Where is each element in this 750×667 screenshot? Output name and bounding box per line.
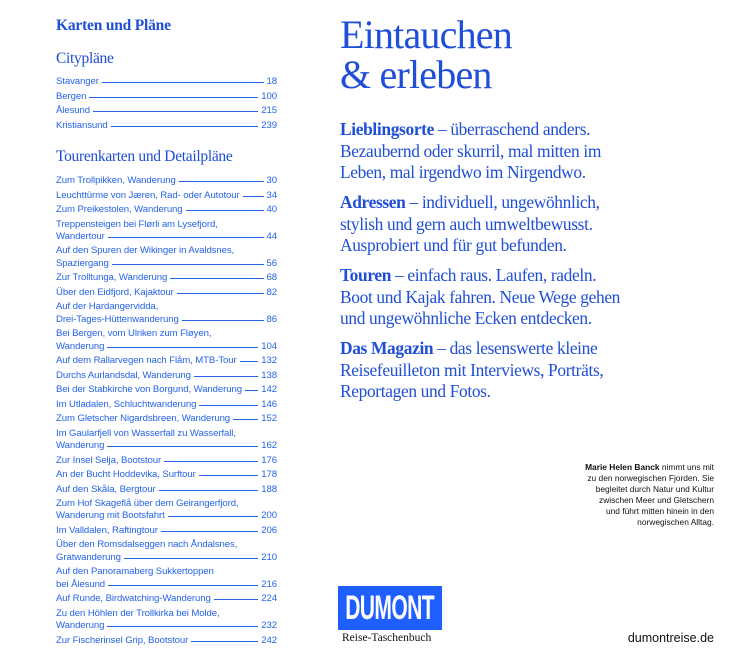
toc-leader-line xyxy=(107,347,258,348)
toc-entry xyxy=(56,328,277,353)
toc-entry-label: Im Utladalen, Schluchtwanderung xyxy=(56,398,197,410)
toc-entry xyxy=(56,413,277,425)
toc-entry-label: Zum Preikestolen, Wanderung xyxy=(56,204,183,215)
toc-entry xyxy=(56,219,277,244)
toc-entry-label: Wanderung xyxy=(56,620,105,632)
toc-leader-line xyxy=(194,376,258,377)
toc-leader-line xyxy=(93,111,258,112)
toc-entry-title-line: Im Gaularfjell von Wasserfall zu Wasserfall, xyxy=(56,427,236,439)
toc-entry-label: Bei der Stabkirche von Borgund, Wanderung xyxy=(56,384,242,396)
toc-entry xyxy=(56,469,277,481)
toc-entry xyxy=(56,105,277,117)
toc-entry xyxy=(56,175,277,187)
toc-leader-line xyxy=(168,516,259,517)
toc-entry-label: Zur Fischerinsel Grip, Bootstour xyxy=(56,634,189,646)
toc-entry xyxy=(56,245,277,270)
toc-page-number: 138 xyxy=(261,369,277,381)
toc-page-number: 162 xyxy=(261,440,277,452)
toc-page-number: 40 xyxy=(266,204,277,215)
toc-leader-line xyxy=(177,293,264,294)
feature-text: Boot und Kajak fahren. Neue Wege gehen xyxy=(340,286,621,307)
toc-entry xyxy=(56,593,277,605)
toc-leader-line xyxy=(124,558,258,559)
toc-page-number: 68 xyxy=(266,272,277,284)
toc-entry xyxy=(56,204,277,216)
toc-leader-line xyxy=(199,475,259,476)
toc-page-number: 146 xyxy=(261,398,277,410)
toc-page-number: 100 xyxy=(261,90,277,102)
toc-entry-label: Zum Trollpikken, Wanderung xyxy=(56,175,176,186)
headline-line1: Eintauchen xyxy=(340,12,512,57)
toc-leader-line xyxy=(199,405,258,406)
toc-entry xyxy=(56,566,277,591)
headline xyxy=(340,12,512,97)
toc-leader-line xyxy=(161,531,258,532)
toc-entry xyxy=(56,355,277,367)
feature-text: Reisefeuilleton mit Interviews, Porträts, xyxy=(340,359,604,380)
toc-entry-label: Leuchttürme von Jæren, Rad- oder Autotour xyxy=(56,189,240,201)
logo-subtitle: Reise-Taschenbuch xyxy=(342,632,432,644)
logo-brand: DUMONT xyxy=(345,589,435,627)
toc-leader-line xyxy=(179,181,264,182)
feature-touren xyxy=(340,265,660,330)
toc-entry-label: Zum Gletscher Nigardsbreen, Wanderung xyxy=(56,413,231,425)
toc-entry-label: Durchs Aurlandsdal, Wanderung xyxy=(56,369,191,381)
toc-page-number: 210 xyxy=(261,551,277,563)
feature-lead: Touren xyxy=(340,265,392,285)
toc-page-number: 215 xyxy=(261,105,277,116)
website-link[interactable]: dumontreise.de xyxy=(627,631,714,645)
toc-leader-line xyxy=(107,446,258,447)
toc-entry-label: Auf Runde, Birdwatching-Wanderung xyxy=(56,593,211,605)
toc-page-number: 216 xyxy=(261,578,277,590)
toc-leader-line xyxy=(243,196,264,197)
feature-lead: Das Magazin xyxy=(340,338,434,358)
toc-leader-line xyxy=(214,599,259,600)
feature-text: stylish und gern auch umweltbewusst. xyxy=(340,213,593,234)
toc-entry-title-line: Zu den Höhlen der Trollkirka bei Molde, xyxy=(56,607,220,619)
author-text: zu den norwegischen Fjorden. Sie xyxy=(587,473,714,483)
toc-leader-line xyxy=(108,585,258,586)
toc-entry xyxy=(56,287,277,299)
author-text: norwegischen Alltag. xyxy=(637,517,714,527)
toc-page-number: 206 xyxy=(261,524,277,536)
toc-leader-line xyxy=(159,490,259,491)
toc-entry-label: Gratwanderung xyxy=(56,551,121,563)
city-maps-title: Citypläne xyxy=(56,50,114,67)
toc-entry-title-line: Auf der Hardangervidda, xyxy=(56,301,159,313)
toc-entry-label: Im Valldalen, Raftingtour xyxy=(56,524,158,536)
toc-entry-label: Zur Trolltunga, Wanderung xyxy=(56,272,168,284)
toc-entry xyxy=(56,190,277,202)
feature-text: und ungewöhnliche Ecken entdecken. xyxy=(340,308,592,328)
toc-entry xyxy=(56,91,277,103)
toc-page-number: 188 xyxy=(261,483,277,495)
author-bio xyxy=(524,462,714,528)
toc-entry-title-line: Bei Bergen, vom Ulriken zum Fløyen, xyxy=(56,328,212,340)
toc-leader-line xyxy=(191,641,258,642)
toc-entry-label: An der Bucht Hoddevika, Surftour xyxy=(56,469,196,481)
toc-leader-line xyxy=(182,320,264,321)
toc-page-number: 30 xyxy=(266,175,277,186)
toc-page-number: 142 xyxy=(261,384,277,396)
toc-leader-line xyxy=(89,97,258,98)
feature-text: Leben, mal irgendwo im Nirgendwo. xyxy=(340,162,586,182)
toc-leader-line xyxy=(111,126,259,127)
dumont-logo xyxy=(338,586,442,630)
toc-entry-label: Wandertour xyxy=(56,230,105,242)
toc-page-number: 56 xyxy=(266,257,277,269)
toc-entry xyxy=(56,525,277,537)
toc-entry-label: Auf dem Rallarvegen nach Flåm, MTB-Tour xyxy=(56,355,237,367)
toc-page-number: 152 xyxy=(261,413,277,425)
toc-entry-label: Ålesund xyxy=(56,105,90,116)
feature-adressen xyxy=(340,192,660,257)
toc-entry-label: Über den Eidfjord, Kajaktour xyxy=(56,286,174,298)
toc-entry-label: Wanderung mit Bootsfahrt xyxy=(56,510,165,522)
toc-entry xyxy=(56,498,277,523)
toc-entry-label: Stavanger xyxy=(56,76,99,87)
toc-entry-label: Zur Insel Selja, Bootstour xyxy=(56,454,162,466)
toc-entry-label: Auf den Skåla, Bergtour xyxy=(56,483,156,495)
feature-lead: Adressen xyxy=(340,192,406,212)
author-text: begleitet durch Natur und Kultur xyxy=(595,484,714,494)
toc-entry xyxy=(56,370,277,382)
toc-entry-title-line: Zum Hof Skageflå über dem Geirangerfjord, xyxy=(56,498,239,510)
toc-page-number: 224 xyxy=(261,593,277,605)
toc-page-number: 200 xyxy=(261,510,277,522)
toc-page-number: 239 xyxy=(261,119,277,131)
toc-entry xyxy=(56,455,277,467)
toc-page-number: 132 xyxy=(261,355,277,367)
toc-page-number: 176 xyxy=(261,454,277,466)
feature-magazin xyxy=(340,338,660,403)
toc-entry xyxy=(56,384,277,396)
toc-entry-label: bei Ålesund xyxy=(56,578,106,590)
toc-leader-line xyxy=(240,361,259,362)
toc-page-number: 18 xyxy=(266,76,277,87)
toc-entry-label: Kristiansund xyxy=(56,119,108,131)
toc-entry-label: Drei-Tages-Hüttenwanderung xyxy=(56,313,179,325)
tour-maps-title: Tourenkarten und Detailpläne xyxy=(56,148,233,165)
city-maps-list xyxy=(56,76,277,134)
feature-lieblingsorte xyxy=(340,119,660,184)
toc-entry xyxy=(56,301,277,326)
feature-text: Ausprobiert und für gut befunden. xyxy=(340,235,567,255)
toc-entry-title-line: Auf den Panoramaberg Sukkertoppen xyxy=(56,566,214,578)
toc-leader-line xyxy=(107,626,258,627)
section-title: Karten und Pläne xyxy=(56,17,171,34)
author-name: Marie Helen Banck xyxy=(585,462,660,472)
toc-page-number: 86 xyxy=(266,313,277,325)
feature-text: – das lesenswerte kleine xyxy=(433,338,598,358)
toc-leader-line xyxy=(170,278,263,279)
author-text: und führt mitten hinein in den xyxy=(605,506,714,516)
tour-maps-list xyxy=(56,175,277,649)
toc-entry xyxy=(56,539,277,564)
feature-text: Reportagen und Fotos. xyxy=(340,381,491,401)
feature-text: – überraschend anders. xyxy=(434,119,591,139)
toc-entry xyxy=(56,484,277,496)
feature-lead: Lieblingsorte xyxy=(340,119,434,139)
toc-page-number: 242 xyxy=(261,634,277,646)
toc-entry xyxy=(56,399,277,411)
toc-page-number: 44 xyxy=(266,230,277,242)
toc-entry xyxy=(56,608,277,633)
feature-text: – einfach raus. Laufen, radeln. xyxy=(391,265,597,285)
feature-text: – individuell, ungewöhnlich, xyxy=(405,192,600,212)
toc-entry-title-line: Über den Romsdalseggen nach Åndalsnes, xyxy=(56,539,238,551)
toc-leader-line xyxy=(233,419,258,420)
toc-entry-label: Wanderung xyxy=(56,340,105,352)
toc-page-number: 34 xyxy=(266,189,277,201)
toc-leader-line xyxy=(164,461,258,462)
toc-entry xyxy=(56,120,277,132)
toc-entry xyxy=(56,428,277,453)
toc-entry-label: Bergen xyxy=(56,90,87,102)
toc-leader-line xyxy=(112,264,264,265)
toc-entry xyxy=(56,635,277,647)
toc-entry-label: Wanderung xyxy=(56,440,105,452)
toc-page-number: 82 xyxy=(266,286,277,298)
toc-entry-title-line: Treppensteigen bei Flørli am Lysefjord, xyxy=(56,218,218,230)
toc-page-number: 232 xyxy=(261,620,277,632)
author-text: nimmt uns mit xyxy=(659,462,714,472)
toc-entry xyxy=(56,76,277,88)
toc-leader-line xyxy=(102,82,264,83)
toc-entry-label: Spaziergang xyxy=(56,257,109,269)
toc-leader-line xyxy=(245,390,258,391)
toc-leader-line xyxy=(108,237,264,238)
toc-leader-line xyxy=(186,210,264,211)
author-text: zwischen Meer und Gletschern xyxy=(599,495,714,505)
toc-page-number: 104 xyxy=(261,340,277,352)
toc-entry xyxy=(56,272,277,284)
toc-entry-title-line: Auf den Spuren der Wikinger in Avaldsnes, xyxy=(56,245,235,257)
feature-text: Bezaubernd oder skurril, mal mitten im xyxy=(340,140,602,161)
toc-page-number: 178 xyxy=(261,469,277,481)
headline-line2: & erleben xyxy=(340,52,492,97)
